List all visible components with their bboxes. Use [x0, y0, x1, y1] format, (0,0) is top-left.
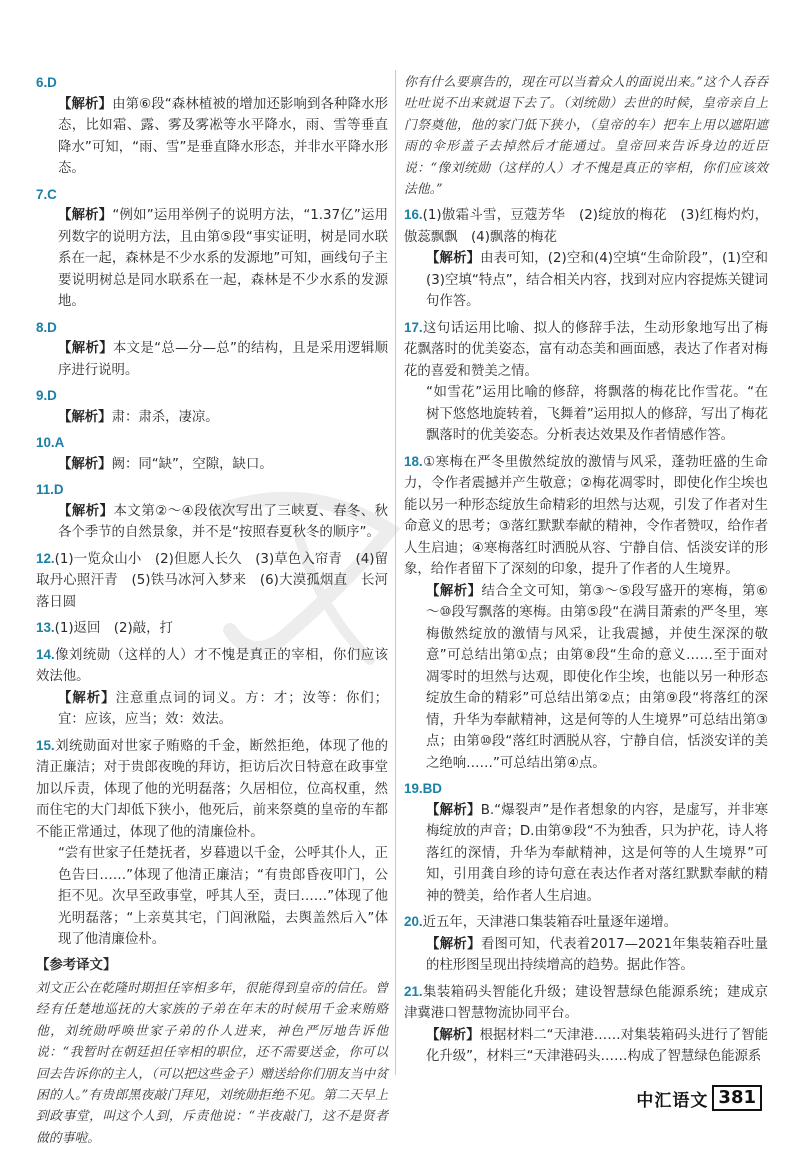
analysis-tag: 【解析】 — [58, 96, 113, 112]
answer-20 — [404, 911, 768, 977]
answer-number: 19.BD — [404, 781, 442, 797]
answer-number: 15. — [36, 737, 55, 753]
answer-13 — [36, 617, 388, 640]
answer-number: 18. — [404, 453, 423, 469]
answer-9 — [36, 385, 388, 428]
answer-number: 8.D — [36, 319, 57, 335]
answer-number: 10.A — [36, 435, 65, 450]
analysis-text: “例如”运用举例子的说明方法，“1.37亿”运用列数字的说明方法，且由第⑤段“事实证明，树是同水联系在一起，森林是不少水系的发源地”可知，画线句子主要说明树总是同水联系在一起，森林是不少水系的发源地。 — [58, 208, 388, 309]
analysis-text: 阙：同“缺”，空隙，缺口。 — [111, 456, 273, 472]
book-title: 中汇语文 — [636, 1090, 709, 1111]
analysis-tag: 【解析】 — [58, 503, 114, 519]
page-number: 381 — [712, 1085, 762, 1111]
answer-12 — [36, 548, 388, 614]
analysis-tag: 【解析】 — [426, 1027, 480, 1043]
answer-18 — [404, 451, 768, 775]
analysis-text: 肃：肃杀，凄凉。 — [111, 409, 219, 425]
reference-text-continued: 你有什么要禀告的，现在可以当着众人的面说出来。”这个人吞吞吐吐说不出来就退下去了。（刘统勋）去世的时候，皇帝亲自上门祭奠他，他的家门低下狭小，（皇帝的车）把车上用以遮阳遮雨的伞形盖子去掉然后才能通过。皇帝回来告诉身边的近臣说：“像刘统勋（这样的人）才不愧是真正的宰相，你们应该效法他。” — [404, 75, 768, 198]
answer-text: (1)傲霜斗雪，豆蔻芳华 (2)绽放的梅花 (3)红梅灼灼，傲蕊飘飘 (4)飘落的梅花 — [404, 208, 768, 245]
answer-number: 17. — [404, 319, 423, 335]
answer-text: 刘统勋面对世家子贿赂的千金，断然拒绝，体现了他的清正廉洁；对于贵郎夜晚的拜访，拒访后次日特意在政事堂加以斥责，体现了他的光明磊落；久居相位，位高权重，然而住宅的大门却低下狭小，他死后，前来祭奠的皇帝的车都不能正常通过，体现了他的清廉俭朴。 — [36, 738, 388, 840]
answer-19 — [404, 778, 768, 907]
answer-number: 11.D — [36, 482, 64, 497]
answer-text: 这句话运用比喻、拟人的修辞手法，生动形象地写出了梅花飘落时的优美姿态，富有动态美和画面感，表达了作者对梅花的喜爱和赞美之情。 — [404, 320, 768, 379]
answer-number: 14. — [36, 646, 55, 662]
answer-8 — [36, 317, 388, 382]
analysis-text: 注意重点词的词义。方：才；汝等：你们；宜：应该，应当；效：效法。 — [58, 690, 389, 727]
answer-number: 7.C — [36, 186, 57, 202]
analysis-tag: 【解析】 — [58, 341, 113, 356]
analysis-text: 看图可知，代表着2017—2021年集装箱吞吐量的柱形图呈现出持续增高的趋势。据此作答。 — [426, 936, 769, 974]
answer-21 — [404, 981, 768, 1068]
answer-15 — [36, 735, 388, 951]
analysis-tag: 【解析】 — [426, 802, 481, 818]
analysis-text: 结合全文可知，第③～⑤段写盛开的寒梅，第⑥～⑩段写飘落的寒梅。由第⑤段“在满目萧索的严冬里，寒梅傲然绽放的激情与风采，让我震撼，并使生深深的敬意”可总结出第①点；由第⑧段“生命的意义……至于面对凋零时的坦然与达观，即使化作尘埃，也能以另一种形态绽放生命的精彩”可总结出第②点；由第⑨段“将落红的深情，升华为奉献精神，这是何等的人生境界”可总结出第③点；由第⑩段“落红时洒脱从容，宁静自信，恬淡安详的美之绝响……”可总结出第④点。 — [426, 583, 769, 771]
analysis-text: 根据材料二“天津港……对集装箱码头进行了智能化升级”，材料三“天津港码头……构成了智慧绿色能源系 — [426, 1027, 769, 1065]
answer-text: (1)一览众山小 (2)但愿人长久 (3)草色入帘青 (4)留取丹心照汗青 (5)铁马冰河入梦来 (6)大漠孤烟直 长河落日圆 — [36, 551, 388, 610]
answer-6 — [36, 72, 388, 180]
answer-text-2: “尝有世家子任楚抚者，岁暮遗以千金，公呼其仆人，正色告曰……”体现了他清正廉洁；“有贵郎昏夜叩门，公拒不见。次早至政事堂，呼其人至，责曰……”体现了他光明磊落；“上亲莫其宅，门闾湫隘，去舆盖然后入”体现了他清廉俭朴。 — [58, 846, 388, 947]
answer-text: 像刘统勋（这样的人）才不愧是真正的宰相，你们应该效法他。 — [36, 647, 388, 684]
analysis-tag: 【解析】 — [58, 690, 116, 706]
answer-text: 集装箱码头智能化升级；建设智慧绿色能源系统；建成京津冀港口智慧物流协同平台。 — [404, 984, 768, 1022]
reference-translation — [36, 955, 388, 1150]
analysis-text: 由第⑥段“森林植被的增加还影响到各种降水形态，比如霜、露、雾及雾凇等水平降水，雨、雪等垂直降水”可知，“雨、雪”是垂直降水形态，并非水平降水形态。 — [58, 96, 388, 176]
analysis-text: B.“爆裂声”是作者想象的内容，是虚写，并非寒梅绽放的声音；D.由第⑨段“不为独香，只为护花，诗人将落红的深情，升华为奉献精神，这是何等的人生境界”可知，引用龚自珍的诗句意在表达作者对落红默默奉献的精神的赞美，给作者人生启迪。 — [426, 802, 768, 904]
analysis-tag: 【解析】 — [58, 456, 112, 472]
column-divider — [395, 70, 396, 1075]
analysis-tag: 【解析】 — [58, 409, 112, 425]
reference-title: 【参考译文】 — [36, 957, 117, 973]
answer-text: ①寒梅在严冬里傲然绽放的激情与风采，蓬勃旺盛的生命力，令作者震撼并产生敬意；②梅花凋零时，即使化作尘埃也能以另一种形态绽放生命精彩的坦然与达观，引发了作者对生命意义的思考；③落红默默奉献的精神，令作者赞叹，给作者人生启迪；④寒梅落红时洒脱从容、宁静自信、恬淡安详的形象，给作者留下了深刻的印象，提升了作者的人生境界。 — [404, 454, 768, 578]
answer-text: 近五年，天津港口集装箱吞吐量逐年递增。 — [422, 915, 678, 931]
analysis-text: 本文第②～④段依次写出了三峡夏、春冬、秋各个季节的自然景象，并不是“按照春夏秋冬的顺序”。 — [58, 503, 388, 540]
analysis-tag: 【解析】 — [426, 251, 481, 267]
reference-text: 刘文正公在乾隆时期担任宰相多年，很能得到皇帝的信任。曾经有任楚地巡抚的大家族的子弟在年末的时候用千金来贿赂他，刘统勋呼唤世家子弟的仆人进来，神色严厉地告诉他说：“我暂时在朝廷担任宰相的职位，还不需要送金，你可以回去告诉你的主人，（可以把这些金子）赠送给你们朋友当中贫困的人。”有贵郎黑夜敲门拜见，刘统勋拒绝不见。第二天早上到政事堂，叫这个人到，斥责他说：“半夜敲门，这不是贤者做的事啦。 — [36, 981, 388, 1146]
answer-11 — [36, 479, 388, 544]
answer-number: 20. — [404, 914, 423, 930]
answer-number: 13. — [36, 620, 55, 635]
analysis-text: 由表可知，(2)空和(4)空填“生命阶段”，(1)空和(3)空填“特点”，结合相关内容，找到对应内容提炼关键词句作答。 — [426, 251, 769, 310]
right-column — [404, 72, 768, 1072]
analysis-text: 本文是“总—分—总”的结构，且是采用逻辑顺序进行说明。 — [58, 341, 389, 378]
analysis-tag: 【解析】 — [426, 936, 481, 952]
answer-number: 12. — [36, 550, 55, 566]
answer-number: 9.D — [36, 388, 57, 403]
answer-14 — [36, 644, 388, 731]
answer-text: (1)返回 (2)敲，打 — [54, 621, 173, 636]
answer-10 — [36, 432, 388, 475]
answer-16 — [404, 204, 768, 313]
answer-7 — [36, 184, 388, 313]
answer-number: 16. — [404, 207, 423, 223]
left-column — [36, 72, 388, 1153]
answer-17 — [404, 317, 768, 447]
answer-number: 21. — [404, 983, 423, 999]
page-footer — [636, 1085, 762, 1111]
answer-text-2: “如雪花”运用比喻的修辞，将飘落的梅花比作雪花。“在树下悠悠地旋转着，飞舞着”运用拟人的修辞，写出了梅花飘落时的优美姿态。分析表达效果及作者情感作答。 — [426, 385, 768, 444]
analysis-tag: 【解析】 — [58, 208, 113, 223]
answer-number: 6.D — [36, 75, 57, 90]
analysis-tag: 【解析】 — [426, 583, 482, 599]
